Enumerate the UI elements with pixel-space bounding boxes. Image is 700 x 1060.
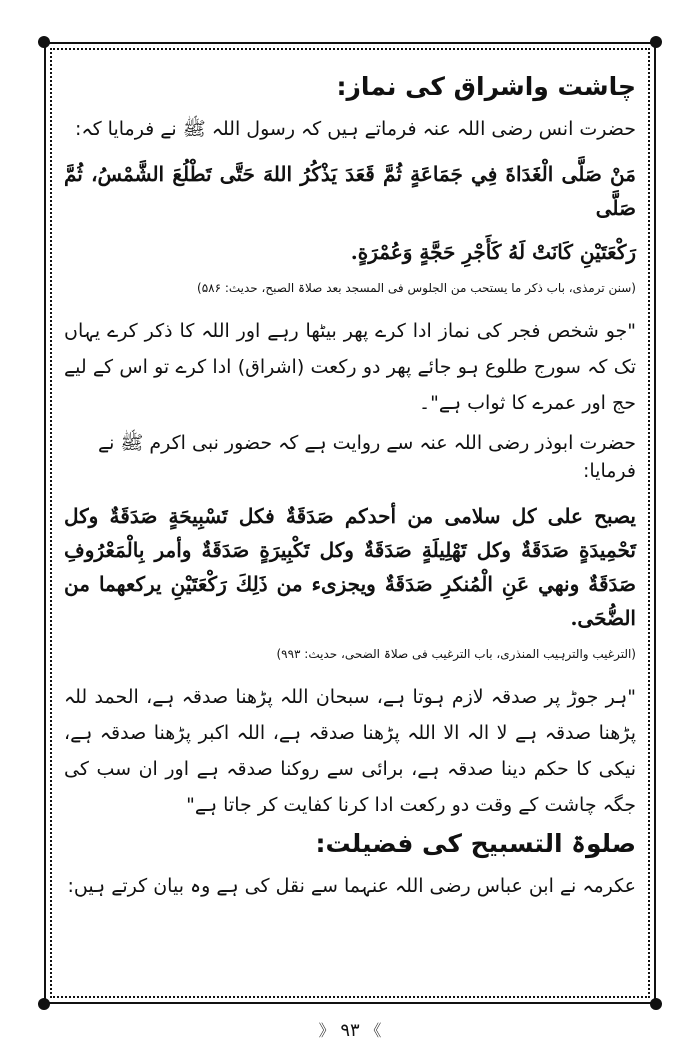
arabic-hadith-line-2: رَكْعَتَيْنِ كَانَتْ لَهُ كَأَجْرِ حَجَّةٍ وَعُمْرَةٍ. (350, 240, 636, 264)
hadith-intro-abu-dharr: حضرت ابوذر رضی اللہ عنہ سے روایت ہے کہ حضور نبی اکرم ﷺ نے فرمایا: (97, 432, 636, 482)
section-heading-chasht: چاشت واشراق کی نماز: (336, 72, 636, 101)
arabic-hadith-line-1: مَنْ صَلَّى الْغَدَاةَ فِي جَمَاعَةٍ ثُمَّ قَعَدَ يَذْكُرُ اللهَ حَتَّى تَطْلُعَ الشَّمْسُ، ثُمَّ صَلَّى (64, 162, 636, 220)
reference-targheeb: (الترغیب والترہیب المنذری، باب الترغیب فی صلاۃ الضحی، حدیث: ۹۹۳) (276, 647, 636, 661)
border-corner-ornament (650, 998, 662, 1010)
section-heading-tasbeeh: صلوۃ التسبیح کی فضیلت: (315, 829, 636, 858)
page-content (64, 66, 636, 914)
urdu-translation-2: "ہر جوڑ پر صدقہ لازم ہوتا ہے، سبحان اللہ پڑھنا صدقہ ہے، الحمد للہ پڑھنا صدقہ ہے لا الہ الا اللہ پڑھنا صدقہ ہے، اللہ اکبر پڑھنا صدقہ ہے، نیکی کا حکم دینا صدقہ ہے، برائی سے روکنا صدقہ ہے اور ان سب کی جگہ چاشت کے وقت دو رکعت ادا کرنا کفایت کر جاتا ہے" (64, 686, 636, 816)
reference-tirmidhi: (سنن ترمذی، باب ذکر ما یستحب من الجلوس فی المسجد بعد صلاۃ الصبح، حدیث: ۵۸۶) (197, 281, 636, 295)
urdu-translation-1: "جو شخص فجر کی نماز ادا کرے پھر بیٹھا رہے اور اللہ کا ذکر کرے یہاں تک کہ سورج طلوع ہو جائے پھر دو رکعت (اشراق) ادا کرے تو اس کے لیے حج اور عمرے کا ثواب ہے"۔ (64, 320, 636, 414)
page-number-footer (0, 1018, 700, 1041)
border-corner-ornament (38, 998, 50, 1010)
page-number: ۹۳ (340, 1020, 360, 1041)
hadith-intro-anas: حضرت انس رضی اللہ عنہ فرماتے ہیں کہ رسول اللہ ﷺ نے فرمایا کہ: (75, 118, 636, 140)
border-corner-ornament (650, 36, 662, 48)
ornament-left: 《 (318, 1021, 335, 1040)
narration-intro-ikrimah: عکرمہ نے ابن عباس رضی اللہ عنہما سے نقل کی ہے وہ بیان کرتے ہیں: (67, 875, 636, 897)
ornament-right: 》 (365, 1021, 382, 1040)
arabic-hadith-2: يصبح على كل سلامى من أحدكم صَدَقَةٌ فكل تَسْبِيحَةٍ صَدَقَةٌ وكل تَحْمِيدَةٍ صَدَقَةٌ وكل تَهْلِيلَةٍ صَدَقَةٌ وكل تَكْبِيرَةٍ صَدَقَةٌ وأمر بِالْمَعْرُوفِ صَدَقَةٌ ونهي عَنِ الْمُنكرِ صَدَقَةٌ ويجزىء من ذَلِكَ رَكْعَتَيْنِ يركعهما من الضُّحَى. (64, 504, 637, 630)
border-corner-ornament (38, 36, 50, 48)
